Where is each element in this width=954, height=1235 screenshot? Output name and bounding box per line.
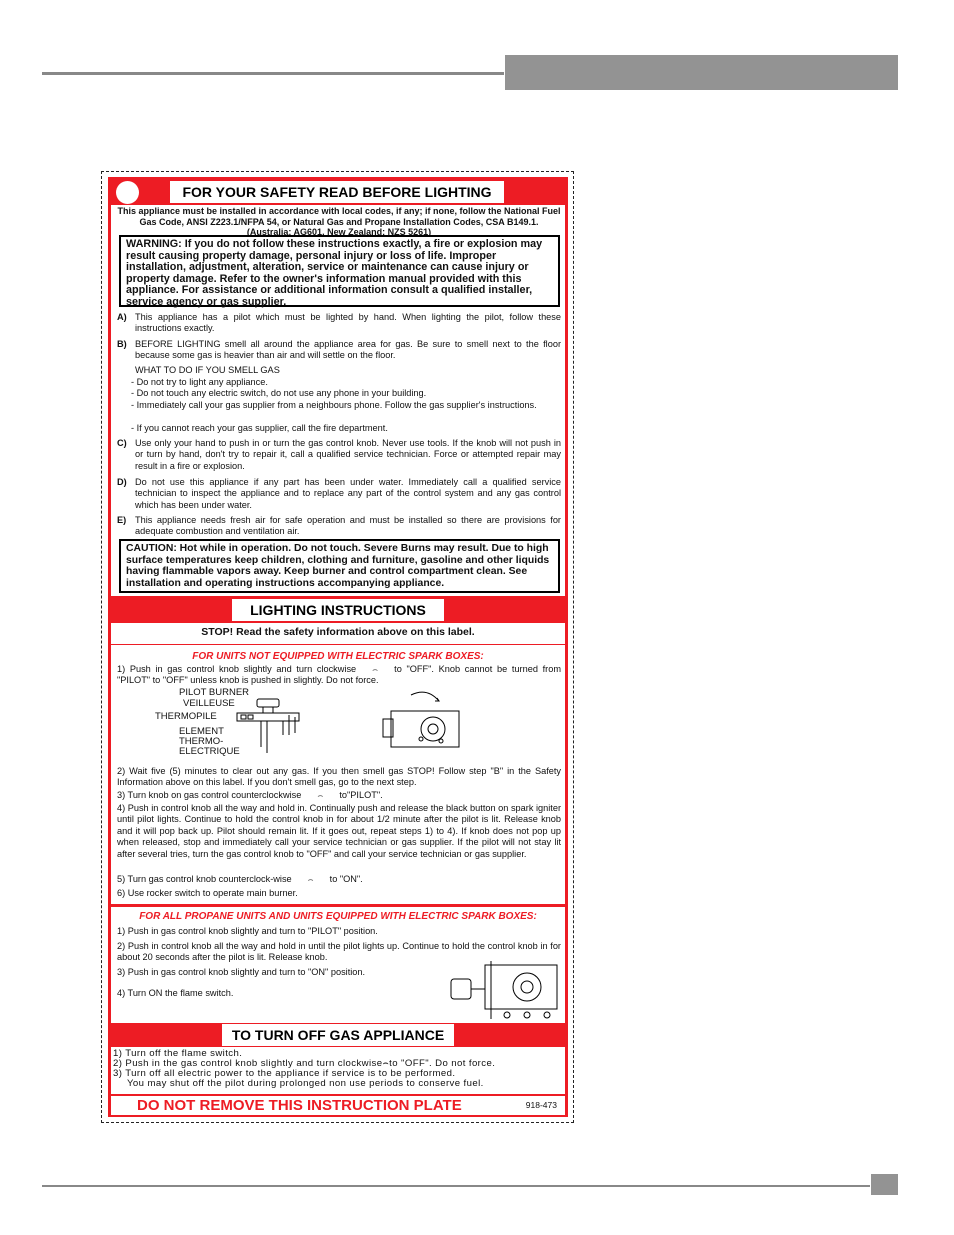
off-step-2-b: to "OFF". Do not force.: [389, 1058, 496, 1069]
footer-panel: [111, 1096, 565, 1115]
item-d-letter: D): [117, 477, 127, 487]
safety-title: FOR YOUR SAFETY READ BEFORE LIGHTING: [170, 181, 504, 203]
propane-panel: [111, 907, 565, 1023]
smell-item-1: - Do not try to light any appliance.: [131, 377, 268, 387]
header-tab: [505, 55, 898, 90]
step-1-b: to "OFF". Knob cannot be turned from "PILOT" to "OFF" unless knob is pushed in slightly. Do not force.: [117, 664, 561, 686]
no-spark-title: FOR UNITS NOT EQUIPPED WITH ELECTRIC SPARK BOXES:: [192, 651, 484, 662]
turn-off-title: TO TURN OFF GAS APPLIANCE: [222, 1024, 454, 1046]
smell-item-2: - Do not touch any electric switch, do not use any phone in your building.: [131, 388, 427, 398]
pilot-assembly-diagram: [233, 693, 303, 759]
caution-box: CAUTION: Hot while in operation. Do not touch. Severe Burns may result. Due to high surface temperatures keep children, clothing and furniture, gasoline and other liquids having flammable vapors away. Keep burner and control compartment clean. See installation and operating instructions accompanying appliance.: [119, 539, 560, 593]
smell-item-4: - If you cannot reach your gas supplier, call the fire department.: [131, 423, 388, 433]
lighting-panel: [111, 623, 565, 904]
safety-intro: This appliance must be installed in accordance with local codes, if any; if none, follow the National Fuel Gas Code, ANSI Z223.1/NFPA 54, or Natural Gas and Propane Installation Codes, CSA B149.1. (Australia: AG601, New Zealand: NZS 5261): [117, 206, 561, 237]
gas-valve-diagram-2: [447, 957, 559, 1023]
page-number-box: [871, 1174, 898, 1195]
step-3-a: 3) Turn knob on gas control counterclockwise: [117, 790, 302, 800]
divider: [111, 644, 565, 645]
item-d-text: Do not use this appliance if any part has been under water. Immediately call a qualified service technician to inspect the appliance and to replace any part of the control system and any gas control which has been under water.: [135, 477, 561, 510]
instruction-label: [108, 177, 568, 1117]
footer-rule: [42, 1185, 870, 1187]
header-rule: [42, 72, 504, 75]
gas-valve-diagram-1: [381, 689, 461, 755]
propane-step-2: 2) Push in control knob all the way and hold in until the pilot lights up. Continue to hold the control knob in for about 20 seconds after the pilot is lit. Release knob.: [117, 941, 561, 963]
turn-off-panel: [111, 1047, 565, 1094]
off-step-3: 3) Turn off all electric power to the appliance if service is to be performed.: [113, 1068, 456, 1079]
propane-step-4: 4) Turn ON the flame switch.: [117, 988, 234, 998]
label-code: 918-473: [525, 1100, 557, 1110]
counterclockwise-arrow-icon: ⌢: [317, 790, 324, 800]
step-5-b: to "ON".: [329, 874, 363, 884]
off-note: You may shut off the pilot during prolonged non use periods to conserve fuel.: [127, 1078, 484, 1089]
safety-panel: [111, 205, 565, 596]
item-a-letter: A): [117, 312, 127, 322]
lighting-title: LIGHTING INSTRUCTIONS: [232, 599, 444, 621]
diagram-pilot-burner: PILOT BURNER: [179, 687, 250, 698]
circle-icon: [116, 181, 139, 204]
step-1-a: 1) Push in gas control knob slightly and turn clockwise: [117, 664, 357, 674]
propane-step-1: 1) Push in gas control knob slightly and turn to "PILOT" position.: [117, 926, 378, 936]
item-e-letter: E): [117, 515, 127, 525]
item-e-text: This appliance needs fresh air for safe operation and must be installed so there are provisions for adequate combustion and ventilation air.: [135, 515, 561, 537]
diagram-veilleuse: VEILLEUSE: [183, 698, 235, 709]
diagram-element: ELEMENT: [179, 726, 224, 737]
counterclockwise-arrow-icon-2: ⌢: [307, 874, 314, 884]
step-2: 2) Wait five (5) minutes to clear out any gas. If you then smell gas STOP! Follow step "B" in the Safety Information above on this label. If you don't smell gas, go to the next step.: [117, 766, 561, 788]
do-not-remove-text: DO NOT REMOVE THIS INSTRUCTION PLATE: [137, 1097, 462, 1114]
step-5-a: 5) Turn gas control knob counterclock-wise: [117, 874, 292, 884]
propane-step-3: 3) Push in gas control knob slightly and turn to "ON" position.: [117, 967, 366, 977]
item-b-letter: B): [117, 339, 127, 349]
clockwise-arrow-icon-2: ⌢: [382, 1058, 390, 1069]
diagram-thermo: THERMO-: [179, 736, 224, 747]
clockwise-arrow-icon: ⌢: [372, 664, 379, 674]
propane-title: FOR ALL PROPANE UNITS AND UNITS EQUIPPED WITH ELECTRIC SPARK BOXES:: [139, 911, 537, 922]
step-6: 6) Use rocker switch to operate main burner.: [117, 888, 298, 898]
diagram-electrique: ELECTRIQUE: [179, 746, 240, 757]
item-c-text: Use only your hand to push in or turn the gas control knob. Never use tools. If the knob will not push in or turn by hand, don't try to repair it, call a qualified service technician. Force or attempted repair may result in a fire or explosion.: [135, 438, 561, 471]
warning-box: WARNING: If you do not follow these instructions exactly, a fire or explosion may result causing property damage, personal injury or loss of life. Improper installation, adjustment, alteration, service or maintenance can cause injury or property damage. Refer to the owner's information manual provided with this appliance. For assistance or additional information consult a qualified installer, service agency or gas supplier.: [119, 235, 560, 307]
off-step-2-a: 2) Push in the gas control knob slightly and turn clockwise: [113, 1058, 383, 1069]
step-4: 4) Push in control knob all the way and hold in. Continually push and release the black button on spark igniter until pilot lights. Continue to hold the control knob in for about 1/2 minute after the pilot is lit. Release knob and it will pop back up. Pilot should remain lit. If it goes out, repeat steps 1) to 4). If knob does not pop up when released, stop and immediately call your service technician or gas supplier. If the pilot will not stay lit after several tries, turn the gas control knob to "OFF" and call your service technician or gas supplier.: [117, 803, 561, 859]
item-b-text: BEFORE LIGHTING smell all around the appliance area for gas. Be sure to smell next to the floor because some gas is heavier than air and will settle on the floor.: [135, 339, 561, 361]
stop-note: STOP! Read the safety information above on this label.: [201, 626, 475, 638]
diagram-thermopile: THERMOPILE: [155, 711, 217, 722]
step-3-b: to"PILOT".: [339, 790, 383, 800]
smell-title: WHAT TO DO IF YOU SMELL GAS: [135, 365, 280, 375]
item-a-text: This appliance has a pilot which must be lighted by hand. When lighting the pilot, follow these instructions exactly.: [135, 312, 561, 334]
smell-item-3: - Immediately call your gas supplier from a neighbours phone. Follow the gas supplier's instructions.: [131, 400, 537, 410]
off-step-1: 1) Turn off the flame switch.: [113, 1048, 243, 1059]
item-c-letter: C): [117, 438, 127, 448]
